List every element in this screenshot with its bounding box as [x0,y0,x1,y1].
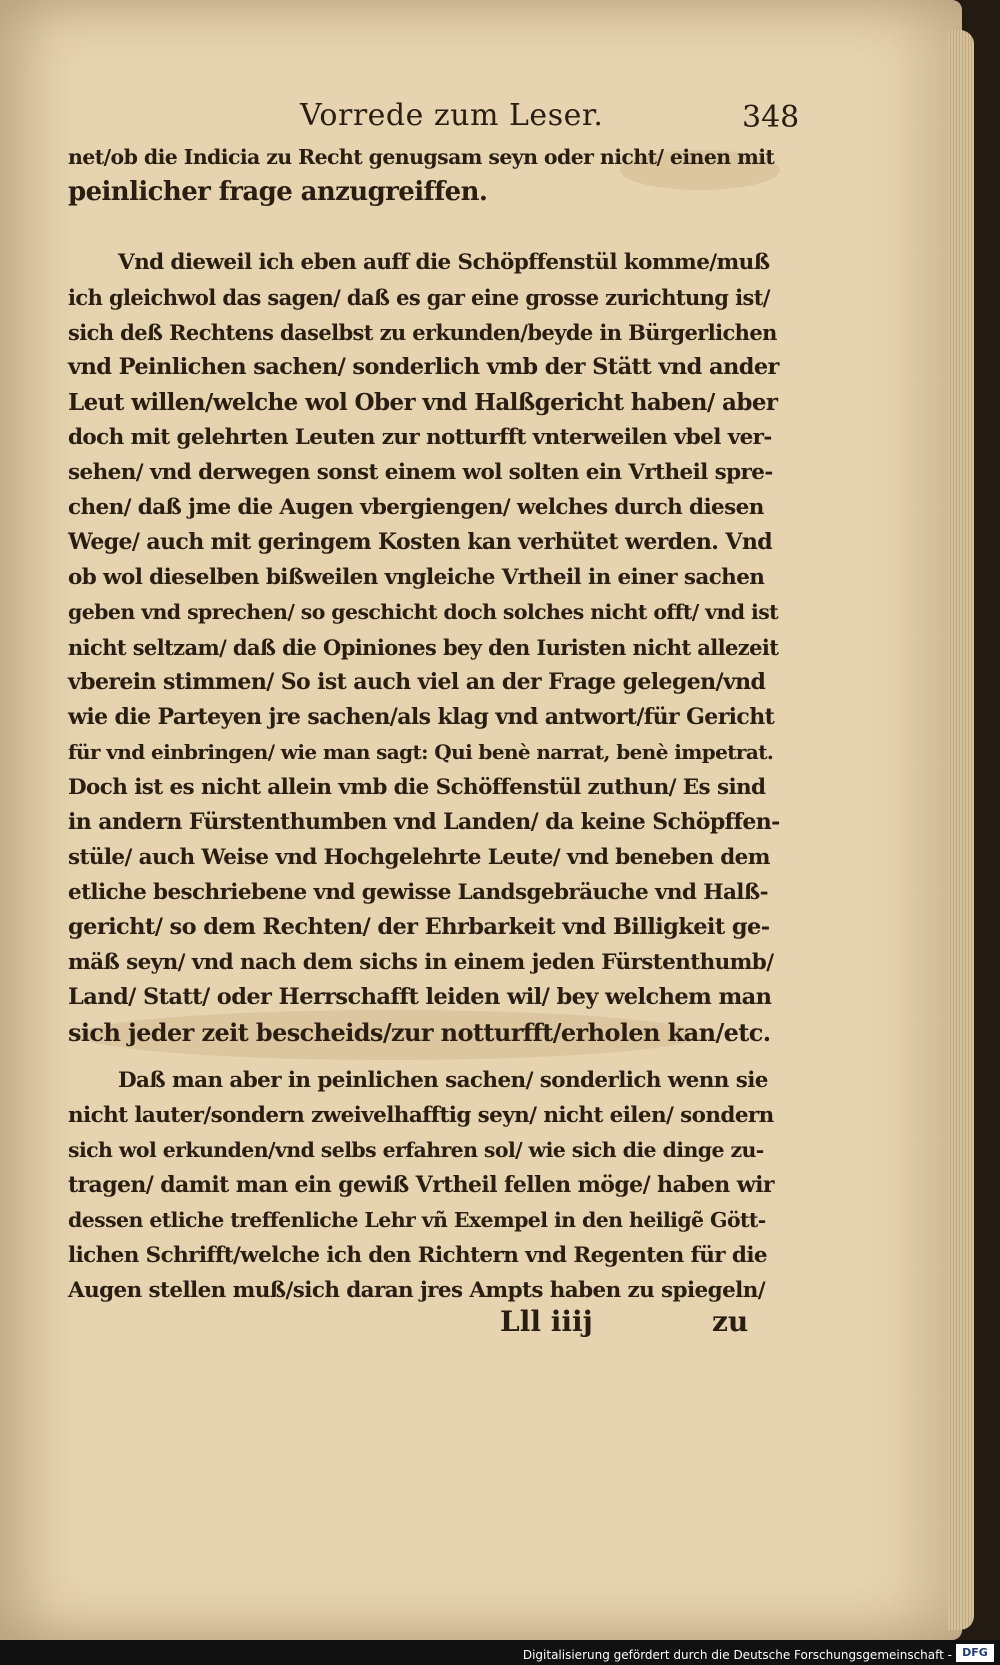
running-head: Vorrede zum Leser. [300,98,604,133]
text-line: tragen/ damit man ein gewiß Vrtheil fellen möge/ haben wir [68,1172,774,1198]
folio-number: 348 [742,100,800,135]
text-line: stüle/ auch Weise vnd Hochgelehrte Leute/ vnd beneben dem [68,845,770,870]
page-edge [948,30,974,1630]
text-line: chen/ daß jme die Augen vbergiengen/ welches durch diesen [68,495,764,520]
catchword: zu [712,1305,749,1338]
text-line: sich deß Rechtens daselbst zu erkunden/beyde in Bürgerlichen [68,320,777,345]
paragraph-2 [68,245,780,1050]
text-line: sich jeder zeit bescheids/zur notturfft/erholen kan/etc. [68,1018,771,1047]
text-line: net/ob die Indicia zu Recht genugsam seyn oder nicht/ einen mit [68,145,775,169]
text-line: vberein stimmen/ So ist auch viel an der Frage gelegen/vnd [68,669,766,695]
text-line: geben vnd sprechen/ so geschicht doch solches nicht offt/ vnd ist [68,600,779,624]
digitization-footer [0,1640,1000,1665]
text-line: Doch ist es nicht allein vmb die Schöffenstül zuthun/ Es sind [68,775,766,800]
text-line: ich gleichwol das sagen/ daß es gar eine grosse zurichtung ist/ [68,285,770,310]
text-line: dessen etliche treffenliche Lehr vñ Exempel in den heiligẽ Gött- [68,1208,766,1232]
text-line: doch mit gelehrten Leuten zur notturfft vnterweilen vbel ver- [68,425,772,450]
text-line: in andern Fürstenthumben vnd Landen/ da keine Schöpffen- [68,809,780,835]
signature-mark: Lll iiij [500,1305,593,1338]
text-line: mäß seyn/ vnd nach dem sichs in einem jeden Fürstenthumb/ [68,950,774,975]
text-line: sich wol erkunden/vnd selbs erfahren sol/ wie sich die dinge zu- [68,1138,764,1162]
text-line: Leut willen/welche wol Ober vnd Halßgericht haben/ aber [68,389,778,416]
text-line: peinlicher frage anzugreiffen. [68,177,488,207]
funding-credit: Digitalisierung gefördert durch die Deutsche Forschungsgemeinschaft - [522,1648,952,1662]
text-line: gericht/ so dem Rechten/ der Ehrbarkeit vnd Billigkeit ge- [68,914,770,940]
dfg-logo: DFG [956,1644,994,1662]
text-line: nicht lauter/sondern zweivelhafftig seyn/ nicht eilen/ sondern [68,1103,774,1128]
text-line: für vnd einbringen/ wie man sagt: Qui benè narrat, benè impetrat. [68,740,774,764]
text-line: vnd Peinlichen sachen/ sonderlich vmb der Stätt vnd ander [68,354,779,380]
text-line: sehen/ vnd derwegen sonst einem wol solten ein Vrtheil spre- [68,460,773,485]
text-line: Augen stellen muß/sich daran jres Ampts haben zu spiegeln/ [68,1278,765,1303]
text-line: nicht seltzam/ daß die Opiniones bey den Iuristen nicht allezeit [68,635,779,660]
text-line: Land/ Statt/ oder Herrschafft leiden wil/ bey welchem man [68,984,772,1010]
paragraph-1 [68,140,780,210]
text-line: Wege/ auch mit geringem Kosten kan verhütet werden. Vnd [68,529,773,555]
text-line: lichen Schrifft/welche ich den Richtern vnd Regenten für die [68,1243,767,1268]
paragraph-3 [68,1063,780,1308]
text-line: etliche beschriebene vnd gewisse Landsgebräuche vnd Halß- [68,880,768,905]
text-line: Daß man aber in peinlichen sachen/ sonderlich wenn sie [118,1068,768,1093]
text-line: ob wol dieselben bißweilen vngleiche Vrtheil in einer sachen [68,565,765,590]
text-line: Vnd dieweil ich eben auff die Schöpffenstül komme/muß [118,250,770,275]
text-line: wie die Parteyen jre sachen/als klag vnd antwort/für Gericht [68,704,775,730]
